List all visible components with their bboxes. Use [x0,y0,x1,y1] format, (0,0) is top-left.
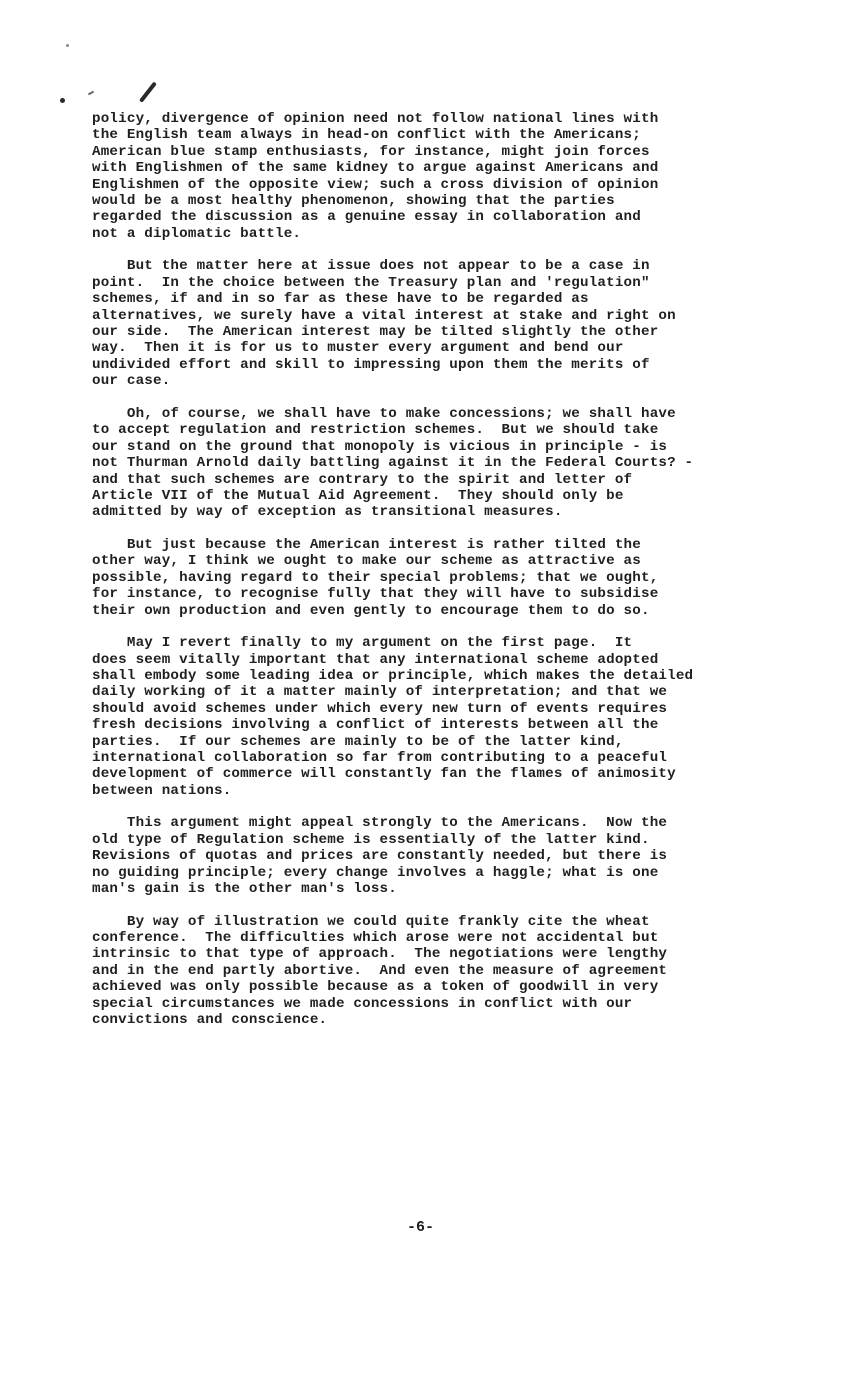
page-number: -6- [406,1219,434,1236]
paragraph-6: This argument might appeal strongly to the Americans. Now the old type of Regulation scheme is essentially of the latter kind. Revisions of quotas and prices are constantly needed, but there is no guiding principle; every change involves a haggle; what is one man's gain is the other man's loss. [92,815,668,897]
paragraph-7: By way of illustration we could quite frankly cite the wheat conference. The difficulties which arose were not accidental but intrinsic to that type of approach. The negotiations were lengthy and in the end partly abortive. And even the measure of agreement achieved was only possible because as a token of goodwill in very special circumstances we made concessions in conflict with our convictions and conscience. [92,913,668,1029]
stray-ink-dot [66,44,69,47]
stray-ink-mark [88,91,94,96]
paragraph-3: Oh, of course, we shall have to make concessions; we shall have to accept regulation and restriction schemes. But we should take our stand on the ground that monopoly is vicious in principle - is not Thurman Arnold daily battling against it in the Federal Courts? - and that such schemes are contrary to the spirit and letter of Article VII of the Mutual Aid Agreement. They should only be admitted by way of exception as transitional measures. [92,405,694,521]
paragraph-1: policy, divergence of opinion need not follow national lines with the English team always in head-on conflict with the Americans; American blue stamp enthusiasts, for instance, might join forces with Englishmen of the same kidney to argue against Americans and Englishmen of the opposite view; such a cross division of opinion would be a most healthy phenomenon, showing that the parties regarded the discussion as a genuine essay in collaboration and not a diplomatic battle. [92,111,659,242]
pen-slash-mark [139,81,157,102]
paragraph-4: But just because the American interest is rather tilted the other way, I think we ought to make our scheme as attractive as possible, having regard to their special problems; that we ought, for instance, to recognise fully that they will have to subsidise their own production and even gently to encourage them to do so. [92,536,659,619]
document-body [92,111,782,1028]
paragraph-2: But the matter here at issue does not appear to be a case in point. In the choice between the Treasury plan and 'regulation" schemes, if and in so far as these have to be regarded as alternatives, we surely have a vital interest at stake and right on our side. The American interest may be tilted slightly the other way. Then it is for us to muster every argument and bend our undivided effort and skill to impressing upon them the merits of our case. [92,258,676,390]
stray-ink-dot [60,98,65,103]
paragraph-5: May I revert finally to my argument on the first page. It does seem vitally important that any international scheme adopted shall embody some leading idea or principle, which makes the detailed daily working of it a matter mainly of interpretation; and that we should avoid schemes under which every new turn of events requires fresh decisions involving a conflict of interests between all the parties. If our schemes are mainly to be of the latter kind, international collaboration so far from contributing to a peaceful development of commerce will constantly fan the flames of animosity between nations. [92,635,694,799]
